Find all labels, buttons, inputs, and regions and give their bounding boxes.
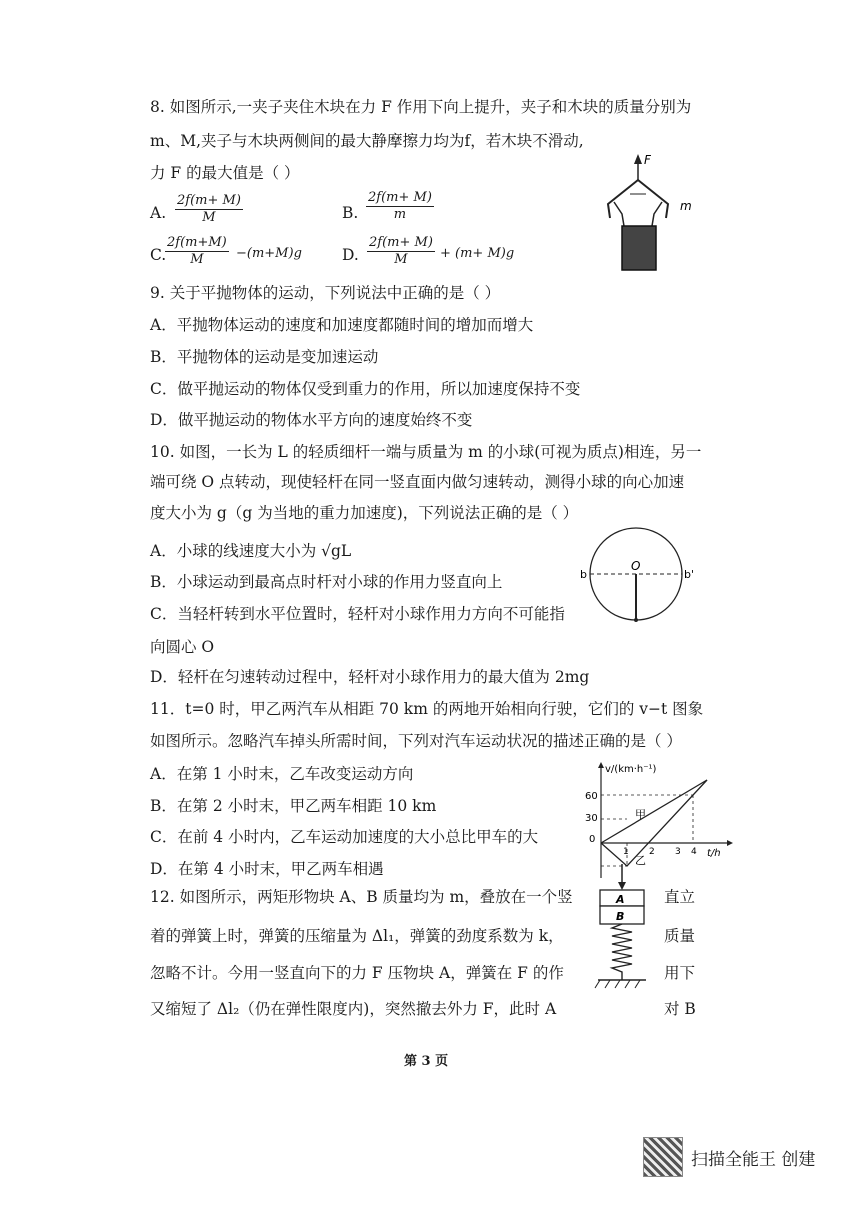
- q11-xtick-4: 4: [691, 847, 697, 857]
- page-number: 第 3 页: [404, 1054, 449, 1069]
- q8-option-d-den: M: [394, 252, 408, 267]
- q11-ytick-30: 30: [585, 813, 598, 824]
- q8-line2: m、M,夹子与木块两侧间的最大静摩擦力均为f，若木块不滑动,: [150, 132, 584, 150]
- q8-option-d-tail: + (m+ M)g: [440, 246, 515, 261]
- q10-option-d: D．轻杆在匀速转动过程中，轻杆对小球作用力的最大值为 2mg: [150, 668, 590, 686]
- q12-line1: 12. 如图所示，两矩形物块 A、B 质量均为 m，叠放在一个竖: [150, 888, 573, 906]
- q8-option-a-label: A.: [150, 204, 167, 222]
- q8-option-d-fraction: [367, 235, 435, 268]
- q8-mass-label: m: [680, 199, 692, 213]
- qr-code-icon: [643, 1137, 683, 1177]
- q10-option-b: B．小球运动到最高点时杆对小球的作用力竖直向上: [150, 573, 503, 591]
- q8-option-b-den: m: [393, 207, 407, 222]
- q8-line1: 8. 如图所示,一夹子夹住木块在力 F 作用下向上提升，夹子和木块的质量分别为: [150, 98, 692, 116]
- q10-label-b-prime: b': [684, 568, 695, 581]
- q11-ytick-60: 60: [585, 791, 598, 802]
- q11-line2: 如图所示。忽略汽车掉头所需时间，下列对汽车运动状况的描述正确的是（ ）: [150, 732, 682, 750]
- q10-circle-figure: [580, 522, 720, 632]
- q11-ytick-0: 0: [589, 834, 596, 845]
- q11-line-jia: [601, 780, 707, 843]
- q8-option-c-label: C.: [150, 246, 167, 264]
- q10-option-c-1: C．当轻杆转到水平位置时，轻杆对小球作用力方向不可能指: [150, 605, 565, 623]
- q12-line2: 着的弹簧上时，弹簧的压缩量为 Δl₁，弹簧的劲度系数为 k，: [150, 927, 564, 945]
- q11-line1: 11．t=0 时，甲乙两汽车从相距 70 km 的两地开始相向行驶，它们的 v−t 图象: [150, 700, 704, 718]
- scanner-credit: 扫描全能王 创建: [691, 1149, 816, 1170]
- q11-option-a: A．在第 1 小时末，乙车改变运动方向: [150, 765, 414, 783]
- q8-force-label: F: [644, 153, 651, 167]
- q8-option-c-fraction: [165, 235, 229, 268]
- q12-side-text-2: 质量: [664, 927, 696, 945]
- q8-option-b-fraction: [366, 190, 434, 223]
- q11-xtick-3: 3: [675, 847, 681, 857]
- q8-option-a-num: 2f(m+ M): [177, 193, 241, 208]
- q8-option-c-num: 2f(m+M): [167, 235, 227, 250]
- q9-option-a: A．平抛物体运动的速度和加速度都随时间的增加而增大: [150, 316, 534, 334]
- q8-line3: 力 F 的最大值是（ ）: [150, 164, 300, 182]
- q11-xlabel: t/h: [707, 848, 721, 859]
- q8-option-b-num: 2f(m+ M): [368, 190, 432, 205]
- q9-stem: 9. 关于平抛物体的运动，下列说法中正确的是（ ）: [150, 284, 501, 302]
- q10-option-c-2: 向圆心 O: [150, 638, 215, 656]
- q12-side-text-4: 对 B: [664, 1000, 696, 1018]
- q10-label-o: O: [631, 559, 641, 573]
- q11-option-c: C．在前 4 小时内，乙车运动加速度的大小总比甲车的大: [150, 828, 539, 846]
- q12-spring: [612, 924, 632, 980]
- q11-option-d: D．在第 4 小时末，甲乙两车相遇: [150, 860, 384, 878]
- scanner-watermark: [643, 1137, 815, 1177]
- q11-label-yi: 乙: [635, 854, 646, 867]
- q11-ylabel: v/(km·h⁻¹): [605, 764, 657, 775]
- q8-clamp-figure: [600, 150, 700, 280]
- q8-option-a-den: M: [202, 210, 216, 225]
- q8-option-b-label: B.: [342, 204, 359, 222]
- q11-label-jia: 甲: [635, 808, 646, 821]
- q9-option-b: B．平抛物体的运动是变加速运动: [150, 348, 379, 366]
- q10-line2: 端可绕 O 点转动，现使轻杆在同一竖直面内做匀速转动，测得小球的向心加速: [150, 473, 685, 491]
- q12-line3: 忽略不计。今用一竖直向下的力 F 压物块 A，弹簧在 F 的作: [150, 964, 564, 982]
- q12-label-a: A: [616, 893, 625, 906]
- q12-spring-figure: [590, 862, 660, 1002]
- q12-line4: 又缩短了 Δl₂（仍在弹性限度内)，突然撤去外力 F，此时 A: [150, 1000, 557, 1018]
- q11-xtick-2: 2: [649, 847, 655, 857]
- q10-line3: 度大小为 g（g 为当地的重力加速度)，下列说法正确的是（ ）: [150, 504, 579, 522]
- q8-option-c-den: M: [190, 252, 204, 267]
- q12-side-text-1: 直立: [664, 888, 696, 906]
- q12-label-b: B: [616, 910, 625, 923]
- q10-label-b: b: [580, 568, 587, 581]
- q11-xtick-1: 1: [623, 847, 629, 857]
- q10-line1: 10. 如图，一长为 L 的轻质细杆一端与质量为 m 的小球(可视为质点)相连，另一: [150, 443, 702, 461]
- q12-side-text-3: 用下: [664, 964, 696, 982]
- q8-option-a-fraction: [175, 193, 243, 226]
- q10-option-a: A．小球的线速度大小为 √gL: [150, 542, 352, 560]
- q9-option-c: C．做平抛运动的物体仅受到重力的作用，所以加速度保持不变: [150, 380, 581, 398]
- q8-option-d-label: D.: [342, 246, 359, 264]
- q8-option-c-tail: −(m+M)g: [236, 246, 302, 261]
- q11-option-b: B．在第 2 小时末，甲乙两车相距 10 km: [150, 797, 437, 815]
- q8-wood-block: [622, 226, 656, 270]
- q9-option-d: D．做平抛运动的物体水平方向的速度始终不变: [150, 411, 473, 429]
- q8-option-d-num: 2f(m+ M): [369, 235, 433, 250]
